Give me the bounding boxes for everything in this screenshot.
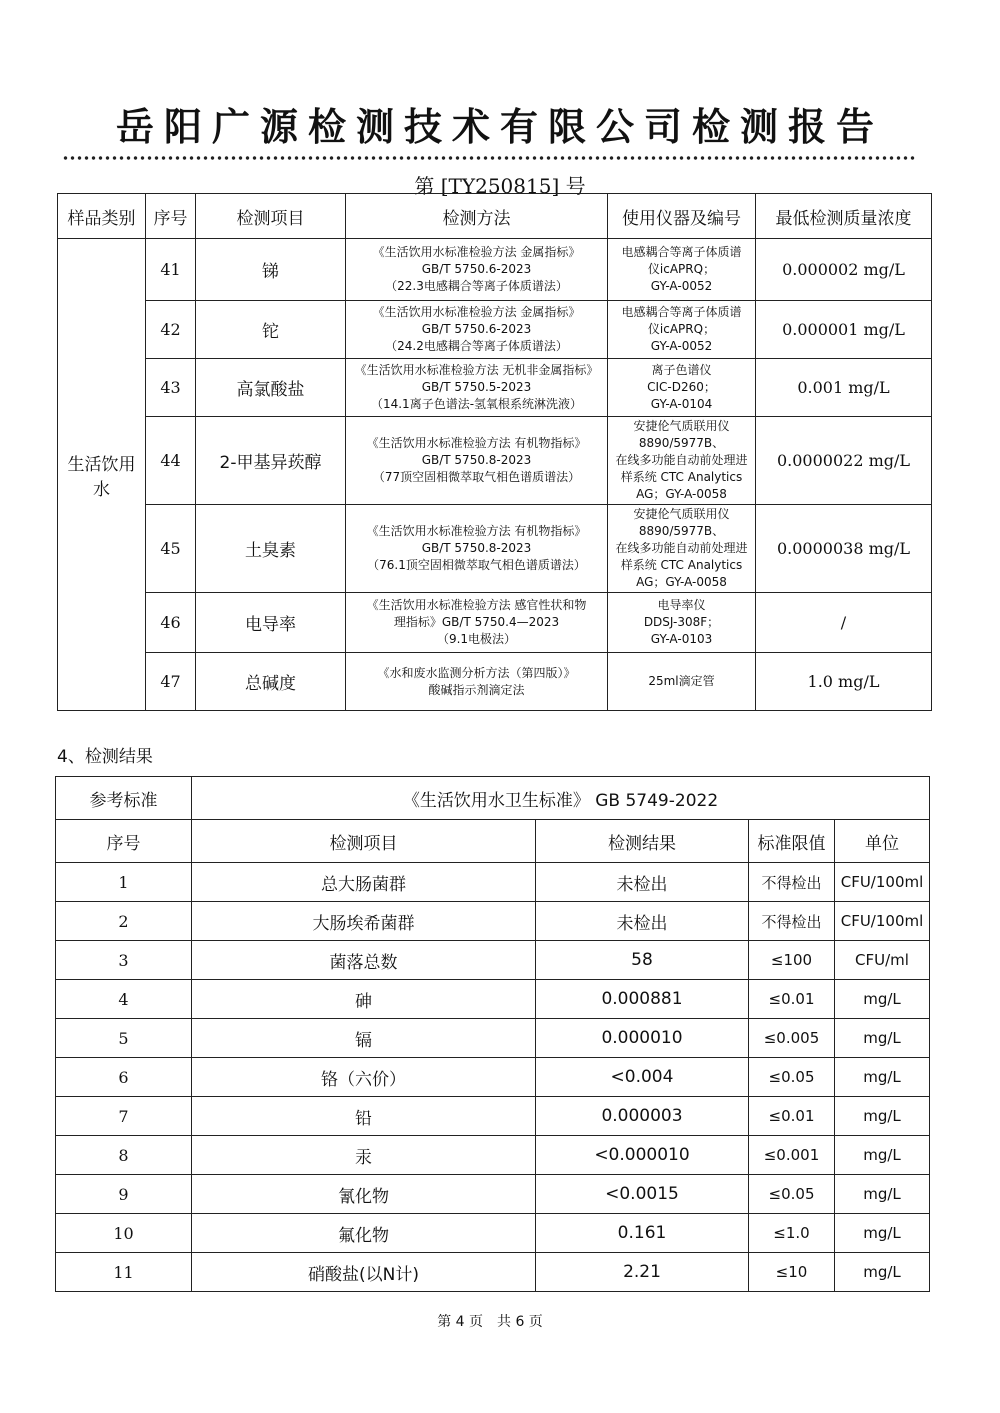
result-row — [56, 1097, 930, 1136]
result-row — [56, 863, 930, 902]
sample-category: 生活饮用水 — [58, 239, 146, 711]
instrument-line: GY-A-0103 — [650, 632, 713, 646]
method-row — [58, 593, 932, 653]
instrument-line: 安捷伦气质联用仪 — [633, 507, 730, 521]
result-unit: CFU/100ml — [835, 902, 930, 941]
result-unit: CFU/100ml — [835, 863, 930, 902]
method-item: 2-甲基异莰醇 — [196, 417, 346, 505]
result-limit: ≤100 — [749, 941, 835, 980]
result-limit: ≤0.05 — [749, 1175, 835, 1214]
result-unit: mg/L — [835, 1058, 930, 1097]
method-text — [346, 417, 608, 505]
result-value: 0.000010 — [536, 1019, 749, 1058]
detection-limit: 0.000002 mg/L — [756, 239, 932, 301]
instrument-line: AG；GY-A-0058 — [636, 487, 727, 501]
instrument-line: CIC-D260； — [647, 380, 716, 394]
method-line: （22.3电感耦合等离子体质谱法） — [385, 279, 568, 293]
method-item: 高氯酸盐 — [196, 359, 346, 417]
method-seq: 46 — [146, 593, 196, 653]
instrument-line: 25ml滴定管 — [648, 674, 715, 688]
instrument-line: 仪icAPRQ； — [647, 322, 716, 336]
detection-limit: / — [756, 593, 932, 653]
result-row — [56, 1214, 930, 1253]
result-item: 大肠埃希菌群 — [192, 902, 536, 941]
result-item: 砷 — [192, 980, 536, 1019]
method-line: 酸碱指示剂滴定法 — [428, 682, 525, 697]
method-line: 《生活饮用水标准检验方法 金属指标》 — [372, 245, 581, 259]
instrument-line: 仪icAPRQ； — [647, 262, 716, 276]
header-instrument: 使用仪器及编号 — [608, 194, 756, 239]
method-item: 锑 — [196, 239, 346, 301]
method-line: （9.1电极法） — [436, 632, 517, 646]
instrument-line: GY-A-0104 — [650, 397, 713, 411]
result-limit: ≤0.05 — [749, 1058, 835, 1097]
method-text — [346, 359, 608, 417]
result-value: <0.0015 — [536, 1175, 749, 1214]
header-category: 样品类别 — [58, 194, 146, 239]
result-unit: mg/L — [835, 1019, 930, 1058]
detection-limit: 0.000001 mg/L — [756, 301, 932, 359]
result-item: 菌落总数 — [192, 941, 536, 980]
result-item: 总大肠菌群 — [192, 863, 536, 902]
result-item: 硝酸盐(以N计) — [192, 1253, 536, 1292]
result-row — [56, 1058, 930, 1097]
method-row — [58, 505, 932, 593]
method-line: （77顶空固相微萃取气相色谱质谱法） — [372, 470, 581, 484]
method-item: 电导率 — [196, 593, 346, 653]
method-seq: 41 — [146, 239, 196, 301]
instrument-line: 在线多功能自动前处理进 — [615, 541, 748, 555]
result-row — [56, 902, 930, 941]
method-line: 《生活饮用水标准检验方法 无机非金属指标》GB/T 5750.5-2023 — [354, 363, 599, 394]
method-seq: 43 — [146, 359, 196, 417]
result-row — [56, 1019, 930, 1058]
method-line: 《生活饮用水标准检验方法 有机物指标》 — [366, 436, 587, 450]
result-row — [56, 1136, 930, 1175]
reference-label: 参考标准 — [56, 777, 192, 820]
result-item: 氰化物 — [192, 1175, 536, 1214]
results-header-seq: 序号 — [56, 820, 192, 863]
results-header-item: 检测项目 — [192, 820, 536, 863]
instrument-line: 8890/5977B、 — [638, 524, 725, 538]
instrument-line: DDSJ-308F； — [643, 615, 720, 629]
result-seq: 11 — [56, 1253, 192, 1292]
result-limit: ≤0.01 — [749, 980, 835, 1019]
method-row — [58, 301, 932, 359]
result-value: 0.161 — [536, 1214, 749, 1253]
instrument-line: 在线多功能自动前处理进 — [615, 453, 748, 467]
result-value: 2.21 — [536, 1253, 749, 1292]
report-title: 岳阳广源检测技术有限公司检测报告 — [115, 105, 884, 149]
reference-value: 《生活饮用水卫生标准》 GB 5749-2022 — [192, 777, 930, 820]
result-seq: 6 — [56, 1058, 192, 1097]
method-row — [58, 417, 932, 505]
result-value: <0.000010 — [536, 1136, 749, 1175]
method-line: GB/T 5750.6-2023 — [421, 262, 532, 276]
instrument-text — [608, 505, 756, 593]
method-line: 理指标》GB/T 5750.4—2023 — [393, 615, 560, 629]
result-value: <0.004 — [536, 1058, 749, 1097]
result-unit: mg/L — [835, 980, 930, 1019]
instrument-line: 电感耦合等离子体质谱 — [621, 245, 742, 259]
results-heading: 4、检测结果 — [57, 747, 153, 767]
method-line: GB/T 5750.6-2023 — [421, 322, 532, 336]
method-row — [58, 653, 932, 711]
result-limit: ≤10 — [749, 1253, 835, 1292]
method-item: 铊 — [196, 301, 346, 359]
result-seq: 4 — [56, 980, 192, 1019]
result-limit: ≤0.01 — [749, 1097, 835, 1136]
result-seq: 8 — [56, 1136, 192, 1175]
result-unit: mg/L — [835, 1214, 930, 1253]
result-seq: 7 — [56, 1097, 192, 1136]
instrument-line: AG；GY-A-0058 — [636, 575, 727, 589]
instrument-line: 离子色谱仪 — [651, 363, 712, 377]
results-header-unit: 单位 — [835, 820, 930, 863]
result-value: 58 — [536, 941, 749, 980]
report-number: 第 [TY250815] 号 — [414, 174, 586, 198]
result-row — [56, 1253, 930, 1292]
methods-table — [57, 193, 932, 711]
instrument-line: GY-A-0052 — [650, 339, 713, 353]
method-line: GB/T 5750.8-2023 — [421, 541, 532, 555]
instrument-line: GY-A-0052 — [650, 279, 713, 293]
result-value: 未检出 — [536, 863, 749, 902]
instrument-line: 样系统 CTC Analytics — [620, 558, 743, 572]
method-text — [346, 239, 608, 301]
detection-limit: 0.0000022 mg/L — [756, 417, 932, 505]
results-header-result: 检测结果 — [536, 820, 749, 863]
method-seq: 47 — [146, 653, 196, 711]
reference-row — [56, 777, 930, 820]
results-table — [55, 776, 930, 1292]
instrument-text — [608, 239, 756, 301]
method-text — [346, 593, 608, 653]
result-limit: ≤1.0 — [749, 1214, 835, 1253]
dotted-divider — [62, 155, 917, 161]
method-row — [58, 239, 932, 301]
result-seq: 1 — [56, 863, 192, 902]
result-item: 汞 — [192, 1136, 536, 1175]
result-row — [56, 1175, 930, 1214]
method-line: 《水和废水监测分析方法（第四版）》 — [377, 665, 576, 680]
results-header-row — [56, 820, 930, 863]
method-line: （76.1顶空固相微萃取气相色谱质谱法） — [367, 558, 586, 572]
instrument-line: 安捷伦气质联用仪 — [633, 419, 730, 433]
method-seq: 45 — [146, 505, 196, 593]
result-seq: 5 — [56, 1019, 192, 1058]
instrument-text — [608, 417, 756, 505]
result-seq: 10 — [56, 1214, 192, 1253]
result-value: 0.000881 — [536, 980, 749, 1019]
header-item: 检测项目 — [196, 194, 346, 239]
method-line: （24.2电感耦合等离子体质谱法） — [385, 339, 568, 353]
result-unit: CFU/ml — [835, 941, 930, 980]
instrument-text — [608, 593, 756, 653]
method-item: 总碱度 — [196, 653, 346, 711]
header-method: 检测方法 — [346, 194, 608, 239]
result-limit: ≤0.005 — [749, 1019, 835, 1058]
header-limit: 最低检测质量浓度 — [756, 194, 932, 239]
method-text — [346, 505, 608, 593]
instrument-line: 样系统 CTC Analytics — [620, 470, 743, 484]
result-row — [56, 980, 930, 1019]
result-unit: mg/L — [835, 1175, 930, 1214]
result-limit: 不得检出 — [749, 902, 835, 941]
result-row — [56, 941, 930, 980]
instrument-text — [608, 653, 756, 711]
instrument-text — [608, 301, 756, 359]
result-limit: 不得检出 — [749, 863, 835, 902]
method-row — [58, 359, 932, 417]
result-value: 0.000003 — [536, 1097, 749, 1136]
result-seq: 3 — [56, 941, 192, 980]
method-text — [346, 301, 608, 359]
result-value: 未检出 — [536, 902, 749, 941]
result-unit: mg/L — [835, 1097, 930, 1136]
result-unit: mg/L — [835, 1136, 930, 1175]
method-text — [346, 653, 608, 711]
detection-limit: 1.0 mg/L — [756, 653, 932, 711]
result-item: 镉 — [192, 1019, 536, 1058]
header-seq: 序号 — [146, 194, 196, 239]
method-line: 《生活饮用水标准检验方法 有机物指标》 — [366, 524, 587, 538]
method-item: 土臭素 — [196, 505, 346, 593]
method-line: GB/T 5750.8-2023 — [421, 453, 532, 467]
method-line: 《生活饮用水标准检验方法 感官性状和物 — [366, 598, 587, 612]
result-limit: ≤0.001 — [749, 1136, 835, 1175]
result-unit: mg/L — [835, 1253, 930, 1292]
instrument-line: 电导率仪 — [657, 598, 706, 612]
method-seq: 42 — [146, 301, 196, 359]
methods-header-row — [58, 194, 932, 239]
method-line: （14.1离子色谱法-氢氧根系统淋洗液） — [370, 397, 583, 411]
result-item: 铅 — [192, 1097, 536, 1136]
page-footer: 第 4 页 共 6 页 — [437, 1314, 543, 1330]
result-seq: 2 — [56, 902, 192, 941]
method-seq: 44 — [146, 417, 196, 505]
results-header-limit: 标准限值 — [749, 820, 835, 863]
result-seq: 9 — [56, 1175, 192, 1214]
instrument-text — [608, 359, 756, 417]
method-line: 《生活饮用水标准检验方法 金属指标》 — [372, 305, 581, 319]
instrument-line: 8890/5977B、 — [638, 436, 725, 450]
result-item: 氟化物 — [192, 1214, 536, 1253]
detection-limit: 0.0000038 mg/L — [756, 505, 932, 593]
detection-limit: 0.001 mg/L — [756, 359, 932, 417]
result-item: 铬（六价） — [192, 1058, 536, 1097]
instrument-line: 电感耦合等离子体质谱 — [621, 305, 742, 319]
